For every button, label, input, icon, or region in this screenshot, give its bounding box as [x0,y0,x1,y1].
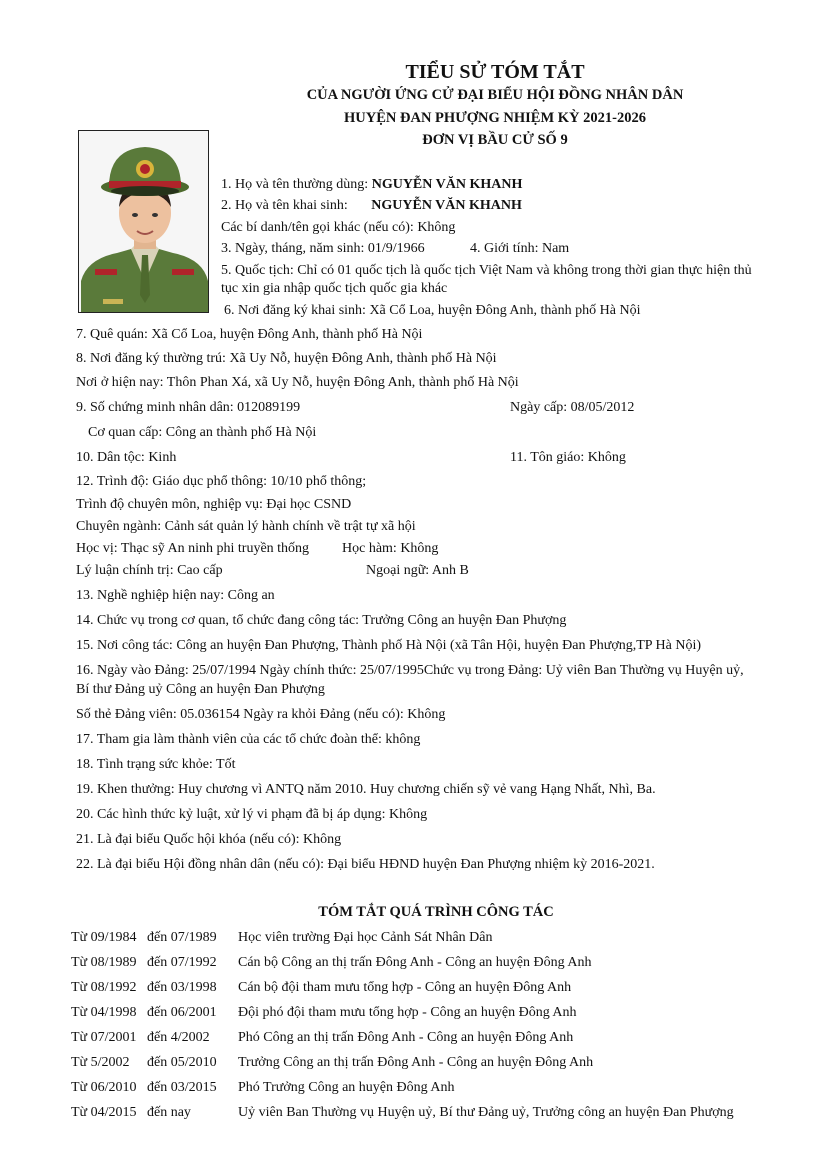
field-birth-name-value: NGUYỄN VĂN KHANH [371,198,522,213]
table-row-desc: Trưởng Công an thị trấn Đông Anh - Công an huyện Đông Anh [238,1055,594,1070]
field-national-assembly: 21. Là đại biểu Quốc hội khóa (nếu có): Không [76,832,342,847]
field-common-name-label: 1. Họ và tên thường dùng: [221,177,369,192]
field-academic-degree: Học vị: Thạc sỹ An ninh phi truyền thống [76,541,310,556]
field-education: 12. Trình độ: Giáo dục phổ thông: 10/10 phổ thông; [76,474,367,489]
field-aliases: Các bí danh/tên gọi khác (nếu có): Không [221,220,456,235]
field-id-issuing-agency: Cơ quan cấp: Công an thành phố Hà Nội [88,425,317,440]
table-row-from: Từ 06/2010 [71,1080,137,1095]
field-ethnicity: 10. Dân tộc: Kinh [76,450,177,465]
field-nationality-line-1: 5. Quốc tịch: Chỉ có 01 quốc tịch là quốc tịch Việt Nam và không trong thời gian thực hiện thủ [221,263,752,278]
work-history-title: TÓM TẮT QUÁ TRÌNH CÔNG TÁC [318,904,554,920]
table-row-to: đến 03/1998 [147,980,217,995]
table-row-from: Từ 09/1984 [71,930,137,945]
table-row-desc: Phó Công an thị trấn Đông Anh - Công an huyện Đông Anh [238,1030,574,1045]
field-major: Chuyên ngành: Cảnh sát quản lý hành chính về trật tự xã hội [76,519,416,534]
field-peoples-council: 22. Là đại biểu Hội đồng nhân dân (nếu có): Đại biểu HĐND huyện Đan Phượng nhiệm kỳ 2016-2021. [76,857,655,872]
document-title: TIỂU SỬ TÓM TẮT [405,61,585,83]
field-awards: 19. Khen thưởng: Huy chương vì ANTQ năm 2010. Huy chương chiến sỹ vẻ vang Hạng Nhất, Nhì, Ba. [76,782,656,797]
header-line-3: ĐƠN VỊ BẦU CỬ SỐ 9 [422,132,568,148]
field-occupation: 13. Nghề nghiệp hiện nay: Công an [76,588,275,603]
table-row-desc: Uỷ viên Ban Thường vụ Huyện uỷ, Bí thư Đảng uỷ, Trưởng công an huyện Đan Phượng [238,1105,734,1120]
table-row-to: đến 4/2002 [147,1030,210,1045]
field-health: 18. Tình trạng sức khỏe: Tốt [76,757,236,772]
field-academic-title: Học hàm: Không [342,541,439,556]
field-discipline: 20. Các hình thức kỷ luật, xử lý vi phạm đã bị áp dụng: Không [76,807,428,822]
table-row-to: đến 07/1992 [147,955,217,970]
field-gender: 4. Giới tính: Nam [470,241,570,256]
field-birth-name-label: 2. Họ và tên khai sinh: [221,198,348,213]
field-permanent-residence: 8. Nơi đăng ký thường trú: Xã Uy Nỗ, huyện Đông Anh, thành phố Hà Nội [76,351,497,366]
table-row-desc: Đội phó đội tham mưu tổng hợp - Công an huyện Đông Anh [238,1005,577,1020]
field-religion: 11. Tôn giáo: Không [510,450,626,465]
table-row-from: Từ 08/1989 [71,955,137,970]
table-row-from: Từ 04/1998 [71,1005,137,1020]
field-political-theory: Lý luận chính trị: Cao cấp [76,563,223,578]
table-row-desc: Phó Trưởng Công an huyện Đông Anh [238,1080,455,1095]
field-birth-registration: 6. Nơi đăng ký khai sinh: Xã Cổ Loa, huyện Đông Anh, thành phố Hà Nội [224,303,641,318]
field-organizations: 17. Tham gia làm thành viên của các tổ chức đoàn thể: không [76,732,421,747]
table-row-desc: Học viên trường Đại học Cảnh Sát Nhân Dân [238,930,493,945]
header-line-1: CỦA NGƯỜI ỨNG CỬ ĐẠI BIỂU HỘI ĐỒNG NHÂN DÂN [306,87,684,103]
field-party-line-1: 16. Ngày vào Đảng: 25/07/1994 Ngày chính thức: 25/07/1995Chức vụ trong Đảng: Uỷ viên Ban Thường vụ Huyện uỷ, [76,663,744,678]
field-workplace: 15. Nơi công tác: Công an huyện Đan Phượng, Thành phố Hà Nội (xã Tân Hội, huyện Đan Phượng,TP Hà Nội) [76,638,702,653]
field-party-card: Số thẻ Đảng viên: 05.036154 Ngày ra khỏi Đảng (nếu có): Không [76,707,446,722]
field-id-number: 9. Số chứng minh nhân dân: 012089199 [76,400,301,415]
table-row-from: Từ 07/2001 [71,1030,137,1045]
table-row-from: Từ 08/1992 [71,980,137,995]
table-row-to: đến 06/2001 [147,1005,217,1020]
table-row-to: đến 05/2010 [147,1055,217,1070]
table-row-to: đến nay [147,1105,191,1120]
field-current-residence: Nơi ở hiện nay: Thôn Phan Xá, xã Uy Nỗ, huyện Đông Anh, thành phố Hà Nội [76,375,519,390]
table-row-from: Từ 5/2002 [71,1055,130,1070]
field-position: 14. Chức vụ trong cơ quan, tổ chức đang công tác: Trưởng Công an huyện Đan Phượng [76,613,567,628]
field-foreign-language: Ngoại ngữ: Anh B [366,563,469,578]
field-common-name-value: NGUYỄN VĂN KHANH [371,177,523,192]
table-row-desc: Cán bộ Công an thị trấn Đông Anh - Công an huyện Đông Anh [238,955,592,970]
header-line-2: HUYỆN ĐAN PHƯỢNG NHIỆM KỲ 2021-2026 [344,110,646,126]
table-row-from: Từ 04/2015 [71,1105,137,1120]
table-row-desc: Cán bộ đội tham mưu tổng hợp - Công an huyện Đông Anh [238,980,572,995]
field-professional-level: Trình độ chuyên môn, nghiệp vụ: Đại học CSND [76,497,352,512]
table-row-to: đến 03/2015 [147,1080,217,1095]
field-birth-date: 3. Ngày, tháng, năm sinh: 01/9/1966 [221,241,425,256]
table-row-to: đến 07/1989 [147,930,217,945]
field-id-issue-date: Ngày cấp: 08/05/2012 [510,400,635,415]
field-nationality-line-2: tục xin gia nhập quốc tịch quốc gia khác [221,281,448,296]
field-hometown: 7. Quê quán: Xã Cổ Loa, huyện Đông Anh, thành phố Hà Nội [76,327,423,342]
field-party-line-2: Bí thư Đảng uỷ Công an huyện Đan Phượng [76,682,325,697]
